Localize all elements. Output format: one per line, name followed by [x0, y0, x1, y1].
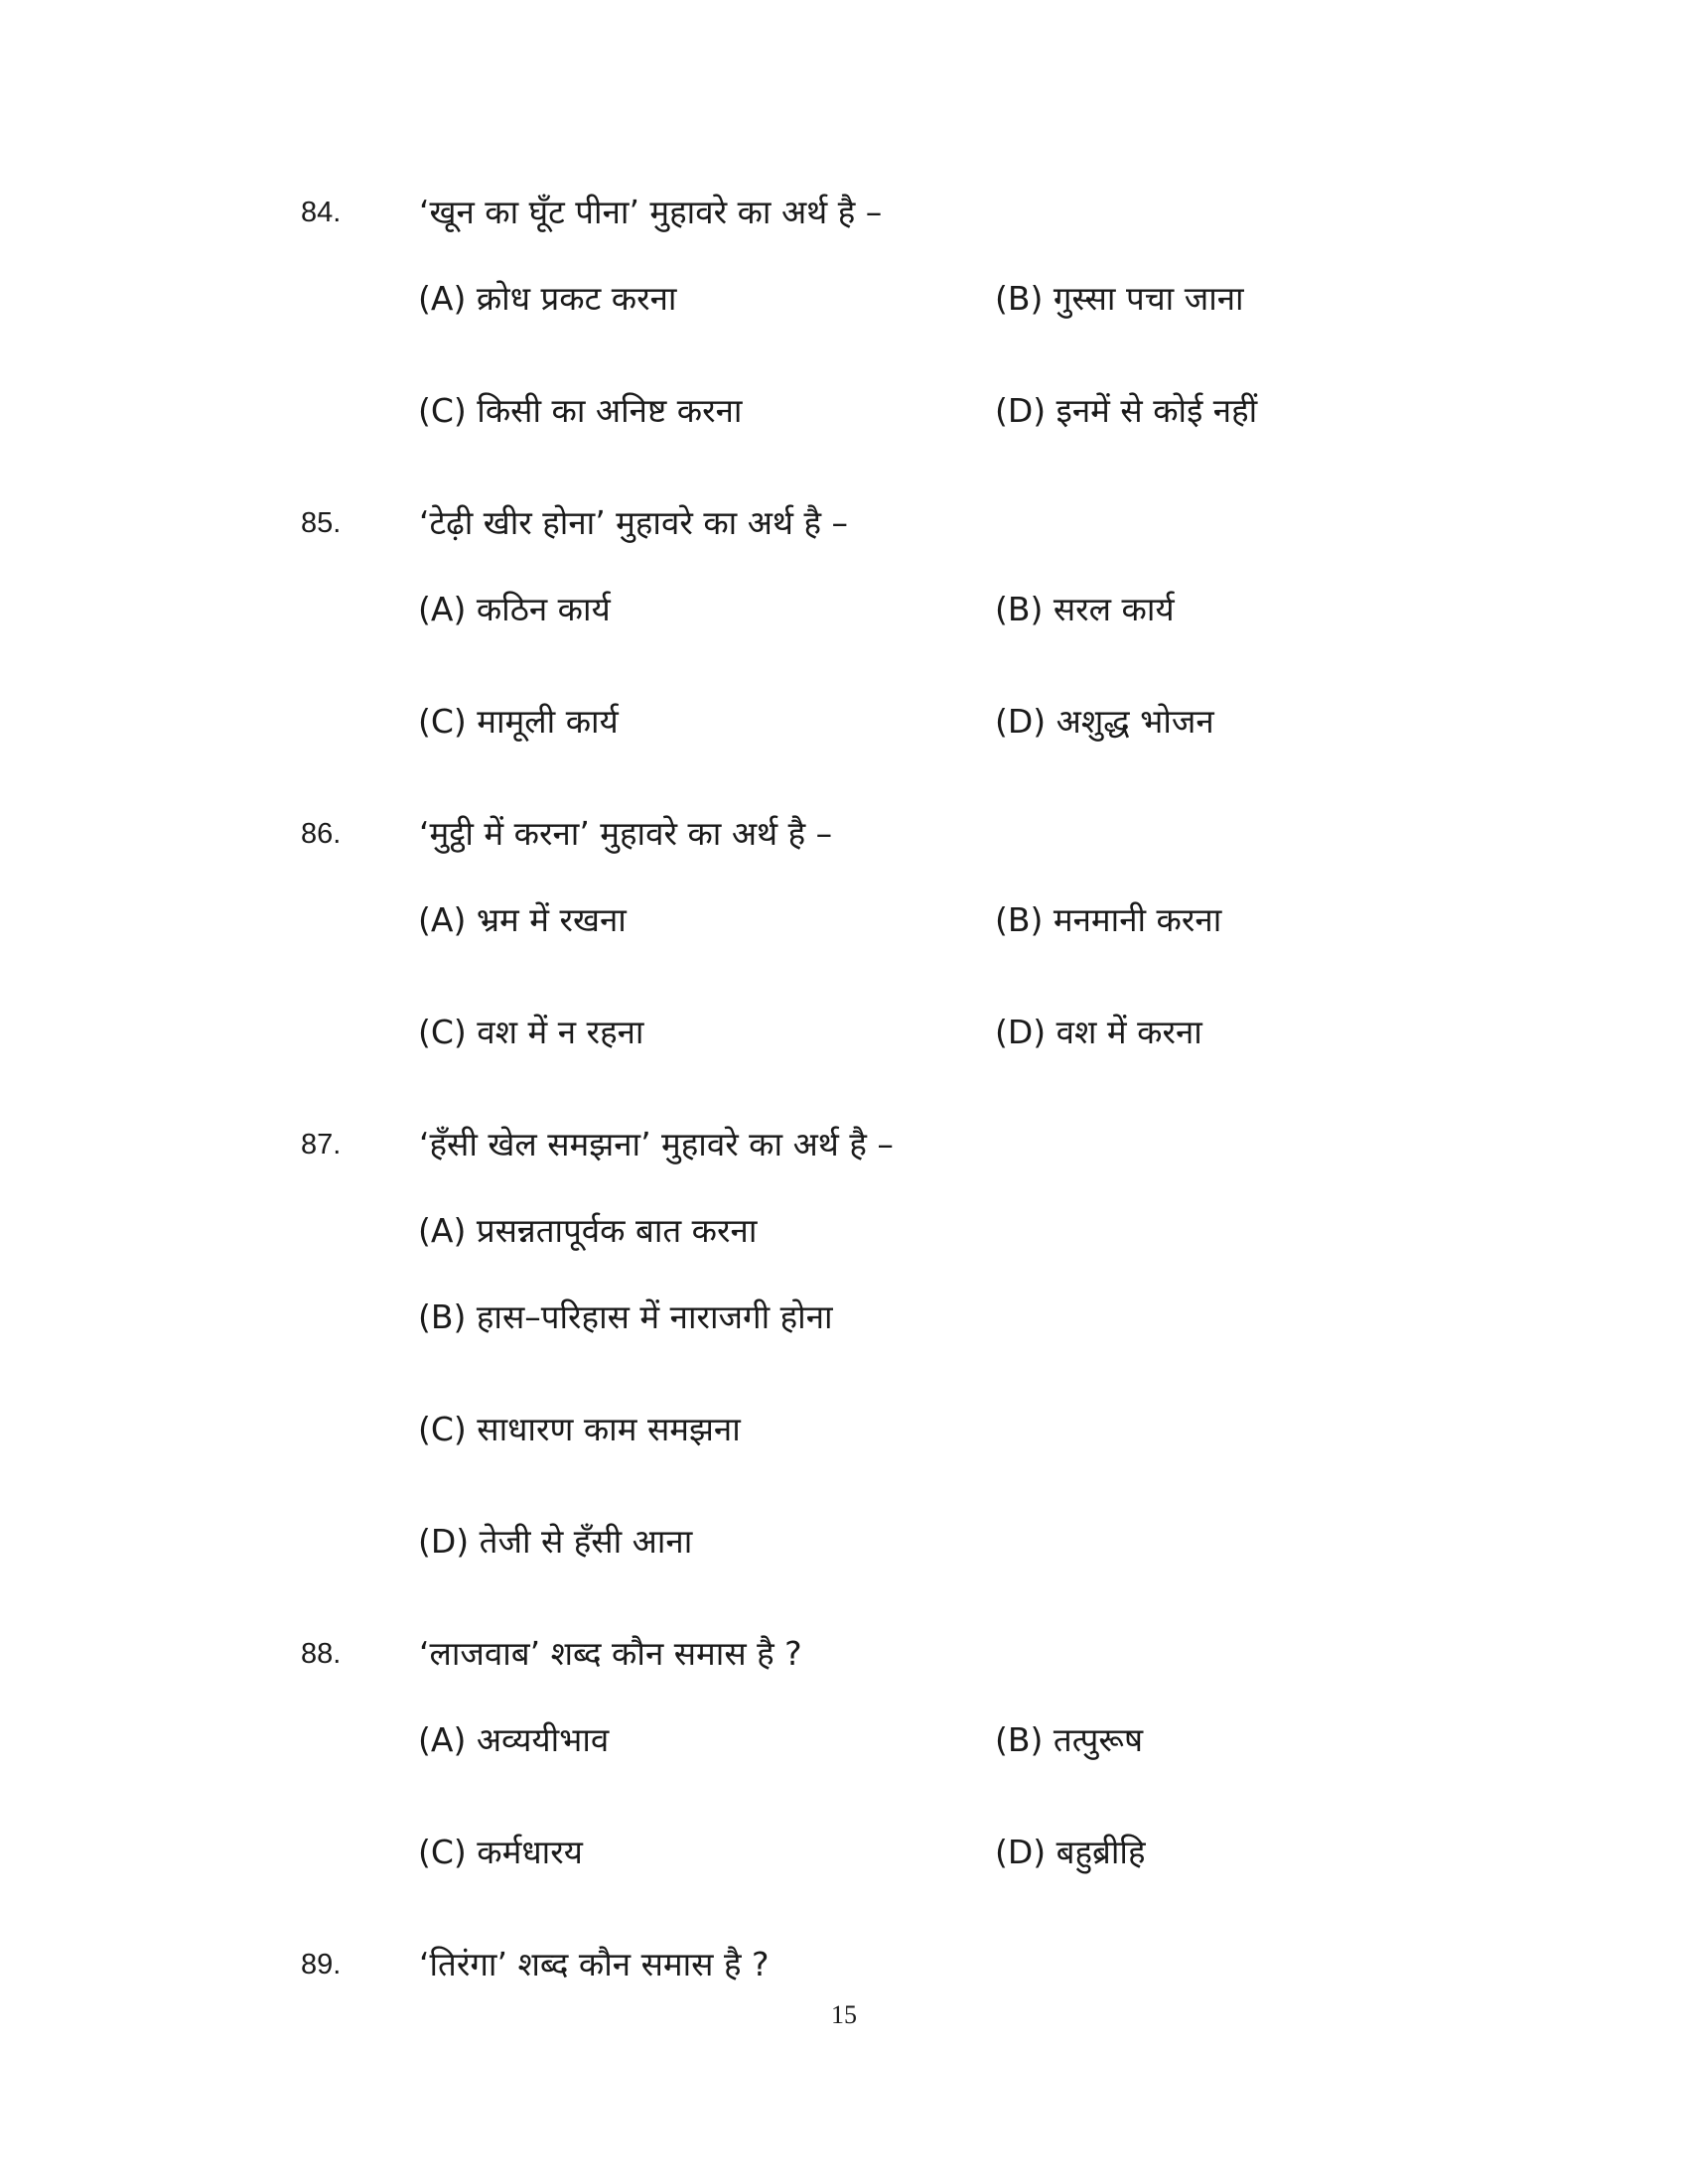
option-c: (C) कर्मधारय [418, 1833, 583, 1871]
option-a: (A) क्रोध प्रकट करना [418, 279, 677, 318]
question-number: 85. [301, 507, 342, 539]
page-number: 15 [831, 2000, 857, 2029]
question-text: ‘तिरंगा’ शब्द कौन समास है ? [419, 1945, 770, 1983]
question-text: ‘लाजवाब’ शब्द कौन समास है ? [419, 1634, 802, 1673]
option-a: (A) कठिन कार्य [418, 590, 611, 628]
question-text: ‘खून का घूँट पीना’ मुहावरे का अर्थ है – [419, 193, 883, 231]
options-row [0, 1207, 1688, 1267]
options-row [0, 275, 1688, 335]
option-a: (A) भ्रम में रखना [418, 900, 627, 939]
options-row [0, 1406, 1688, 1465]
question-number: 89. [301, 1949, 342, 1980]
option-c: (C) वश में न रहना [418, 1013, 644, 1051]
question-text: ‘मुट्ठी में करना’ मुहावरे का अर्थ है – [419, 814, 833, 853]
options-row [0, 1716, 1688, 1776]
options-row [0, 1829, 1688, 1888]
question-number: 87. [301, 1129, 342, 1160]
option-b: (B) तत्पुरूष [995, 1720, 1144, 1759]
option-a: (A) अव्ययीभाव [418, 1720, 610, 1759]
option-d: (D) बहुब्रीहि [995, 1833, 1146, 1871]
option-d: (D) इनमें से कोई नहीं [995, 391, 1258, 430]
options-row [0, 896, 1688, 956]
option-b: (B) हास–परिहास में नाराजगी होना [418, 1297, 833, 1336]
option-b: (B) सरल कार्य [995, 590, 1175, 628]
question-88 [0, 1630, 1688, 1690]
option-d: (D) तेजी से हँसी आना [418, 1522, 693, 1561]
option-a: (A) प्रसन्नतापूर्वक बात करना [418, 1211, 758, 1250]
options-row [0, 1294, 1688, 1353]
question-text: ‘हँसी खेल समझना’ मुहावरे का अर्थ है – [419, 1125, 894, 1163]
option-c: (C) किसी का अनिष्ट करना [418, 391, 743, 430]
question-87 [0, 1121, 1688, 1180]
options-row [0, 1009, 1688, 1068]
options-row [0, 586, 1688, 645]
option-c: (C) साधारण काम समझना [418, 1410, 741, 1448]
question-number: 86. [301, 818, 342, 850]
question-89 [0, 1941, 1688, 2000]
option-b: (B) मनमानी करना [995, 900, 1222, 939]
question-number: 88. [301, 1638, 342, 1670]
options-row [0, 1518, 1688, 1577]
option-d: (D) अशुद्ध भोजन [995, 702, 1214, 741]
option-b: (B) गुस्सा पचा जाना [995, 279, 1244, 318]
question-number: 84. [301, 197, 342, 228]
question-86 [0, 810, 1688, 870]
question-84 [0, 189, 1688, 248]
question-text: ‘टेढ़ी खीर होना’ मुहावरे का अर्थ है – [419, 503, 848, 542]
option-c: (C) मामूली कार्य [418, 702, 619, 741]
question-85 [0, 499, 1688, 559]
options-row [0, 698, 1688, 757]
option-d: (D) वश में करना [995, 1013, 1202, 1051]
options-row [0, 387, 1688, 447]
